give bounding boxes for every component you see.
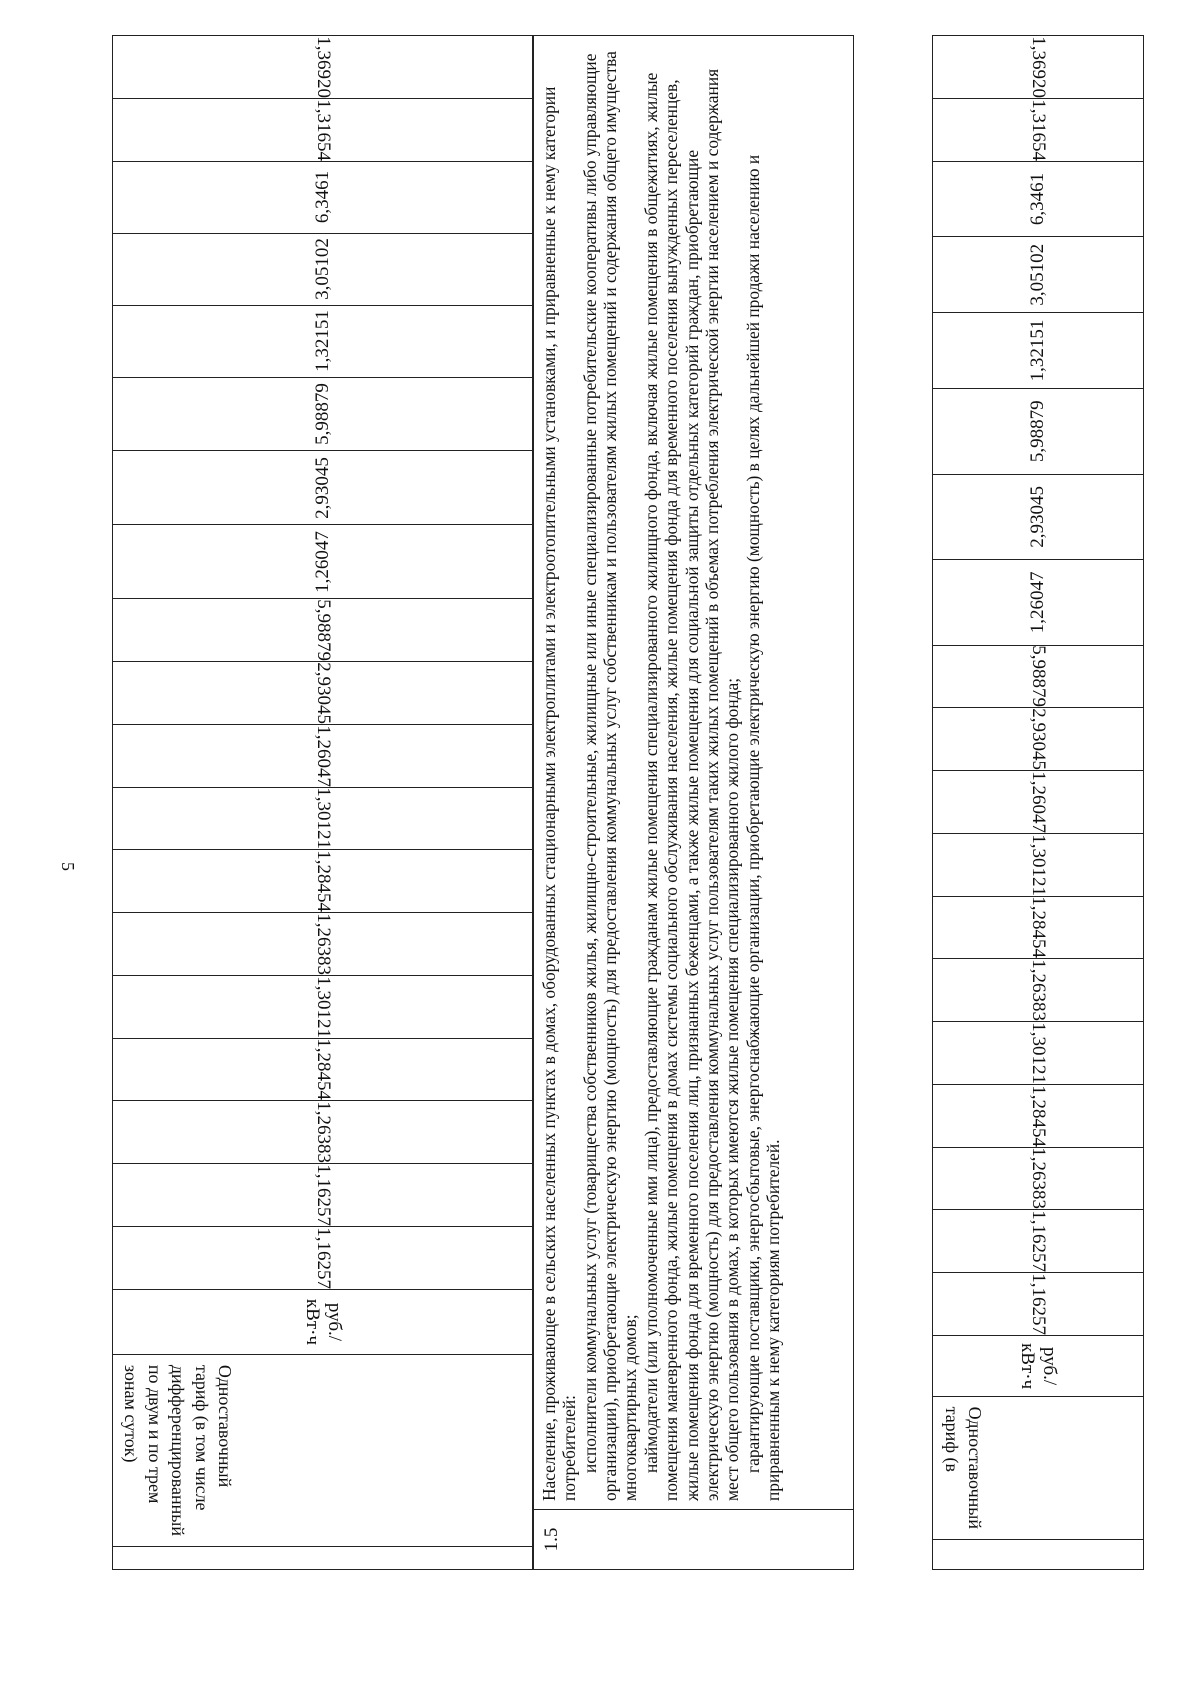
tariff-zone-value: 1,26047 [312, 531, 333, 593]
tariff-value: 1,26383 [1028, 959, 1049, 1022]
tariff-value: 1,36920 [1028, 36, 1049, 98]
tariff-zone-value: 1,26047 [1027, 571, 1048, 634]
tariff-zone-value: 3,05102 [933, 237, 1143, 313]
tariff-zone-value: 6,3461 [113, 162, 533, 234]
tariff-value-cell [113, 1038, 534, 1101]
description-paragraph: гарантирующие поставщики, энергосбытовые, энергоснабжающие организации, приобретающие электрическую энергию (мощность) в целях дальнейшей продажи населению и приравненным к нему категориям потребителей. [742, 154, 783, 1502]
tariff-zone-value: 2,93045 [933, 475, 1143, 561]
tariff-value: 1,28454 [1028, 896, 1049, 959]
tariff-value-cell [933, 833, 1144, 896]
bottom-row-unit: руб./кВт·ч [1017, 1342, 1060, 1389]
tariff-value-cell [113, 724, 534, 787]
tariff-value: 1,30121 [313, 975, 334, 1038]
tariff-value-cell [933, 1147, 1144, 1210]
tariff-value-cell [933, 36, 1144, 99]
tariff-zone-cell [113, 161, 534, 377]
section-number: 1.5 [541, 1527, 562, 1552]
tariff-value: 1,16257 [313, 1226, 334, 1289]
tariff-value: 1,28454 [313, 850, 334, 913]
tariff-value: 1,28454 [1028, 1084, 1049, 1147]
top-row-label: Одноставочный тариф (в том числе дифференцированный по двум и по трем зонам суток) [121, 1364, 235, 1536]
tariff-value: 1,16257 [313, 1164, 334, 1226]
tariff-value-cell [113, 599, 534, 662]
top-row-number-cell [113, 1546, 534, 1569]
tariff-value-cell [933, 1084, 1144, 1147]
tariff-zone-value: 3,05102 [113, 234, 533, 306]
tariff-zone-cell [933, 161, 1144, 388]
tariff-value-cell [933, 98, 1144, 161]
tariff-zone-value: 6,3461 [933, 162, 1143, 238]
tariff-zone-value: 2,93045 [113, 451, 533, 525]
tariff-row-bottom [932, 35, 1144, 1570]
tariff-value: 1,30121 [1028, 833, 1049, 896]
bottom-row-label-cell [933, 1396, 1144, 1539]
tariff-zone-cell [933, 388, 1144, 645]
tariff-value-cell [933, 645, 1144, 708]
tariff-value-cell [933, 1210, 1144, 1273]
bottom-row-label: Одноставочный тариф (в [941, 1406, 985, 1530]
section-description-row [532, 35, 854, 1570]
tariff-value-cell [113, 913, 534, 976]
page-number: 5 [58, 862, 78, 871]
tariff-table [112, 35, 1142, 1570]
description-paragraph: наймодатели (или уполномоченные ими лица), предоставляющие гражданам жилые помещения специализированного жилищного фонда, включая жилые помещения в общежитиях, жилые помещения маневренного фонда, жилые помещения в домах системы социального обслуживания населения, жилые помещения фонда для временного поселения вынужденных переселенцев, жилые помещения фонда для временного поселения лиц, признанных беженцами, а также жилые помещения для социальной защиты отдельных категорий граждан, приобретающие электрическую энергию (мощность) для предоставления коммунальных услуг пользователям таких жилых помещений в объемах потребления электрической энергии населением и содержания мест общего пользования в домах, в которых имеются жилые помещения специализированного жилого фонда; [640, 68, 743, 1502]
tariff-value-cell [113, 36, 534, 99]
tariff-value-cell [113, 787, 534, 850]
tariff-value-cell [933, 959, 1144, 1022]
tariff-value-cell [933, 1022, 1144, 1085]
top-row-unit: руб./кВт·ч [302, 1298, 345, 1345]
tariff-value: 1,30121 [1028, 1022, 1049, 1084]
tariff-zone-value: 1,32151 [1027, 319, 1048, 382]
section-description-cell [533, 36, 854, 1510]
tariff-value: 1,26047 [1028, 771, 1049, 833]
description-paragraph: Население, проживающее в сельских населенных пунктах в домах, оборудованных стационарными электроплитами и электроотопительными установками, и приравненные к нему категории потребителей: [539, 86, 580, 1502]
tariff-value-cell [113, 98, 534, 161]
tariff-value-cell [113, 850, 534, 913]
tariff-value-cell [113, 1101, 534, 1164]
tariff-value: 1,36920 [313, 36, 334, 98]
tariff-value-cell [113, 662, 534, 725]
tariff-value: 5,98879 [313, 599, 334, 662]
description-paragraph: исполнители коммунальных услуг (товарищества собственников жилья, жилищно-строительные, жилищные или иные специализированные потребительские кооперативы либо управляющие организации), приобретающие электрическую энергию (мощность) для предоставления коммунальных услуг собственникам и пользователям жилых помещений и содержания общего имущества многоквартирных домов; [579, 51, 641, 1502]
bottom-row-unit-cell [933, 1335, 1144, 1396]
tariff-value: 1,26383 [313, 1101, 334, 1164]
tariff-value: 1,26383 [1028, 1147, 1049, 1210]
tariff-zone-cell [113, 377, 534, 599]
bottom-row-number-cell [933, 1540, 1144, 1570]
tariff-zone-value: 5,98879 [933, 389, 1143, 475]
tariff-value: 1,28454 [313, 1038, 334, 1101]
tariff-value: 1,31654 [313, 98, 334, 161]
tariff-zone-value: 5,98879 [113, 378, 533, 452]
top-row-unit-cell [113, 1289, 534, 1354]
tariff-value-cell [933, 896, 1144, 959]
section-description [533, 36, 789, 1509]
tariff-value: 1,16257 [1028, 1273, 1049, 1335]
tariff-zone-value: 1,32151 [312, 310, 333, 372]
section-number-cell [533, 1510, 854, 1570]
tariff-value: 5,98879 [1028, 645, 1049, 708]
tariff-value-cell [933, 771, 1144, 834]
tariff-value-cell [933, 1273, 1144, 1336]
tariff-value: 1,31654 [1028, 98, 1049, 161]
tariff-value: 1,30121 [313, 787, 334, 850]
tariff-value-cell [113, 1164, 534, 1227]
tariff-table-canvas [112, 35, 1142, 1570]
tariff-row-top [112, 35, 534, 1570]
tariff-value: 1,26047 [313, 724, 334, 787]
tariff-value: 1,26383 [313, 913, 334, 975]
tariff-value-cell [113, 1226, 534, 1289]
tariff-value: 1,16257 [1028, 1210, 1049, 1273]
tariff-value-cell [933, 708, 1144, 771]
top-row-label-cell [113, 1354, 534, 1546]
tariff-value: 2,93045 [1028, 708, 1049, 771]
tariff-value: 2,93045 [313, 662, 334, 724]
tariff-value-cell [113, 975, 534, 1038]
